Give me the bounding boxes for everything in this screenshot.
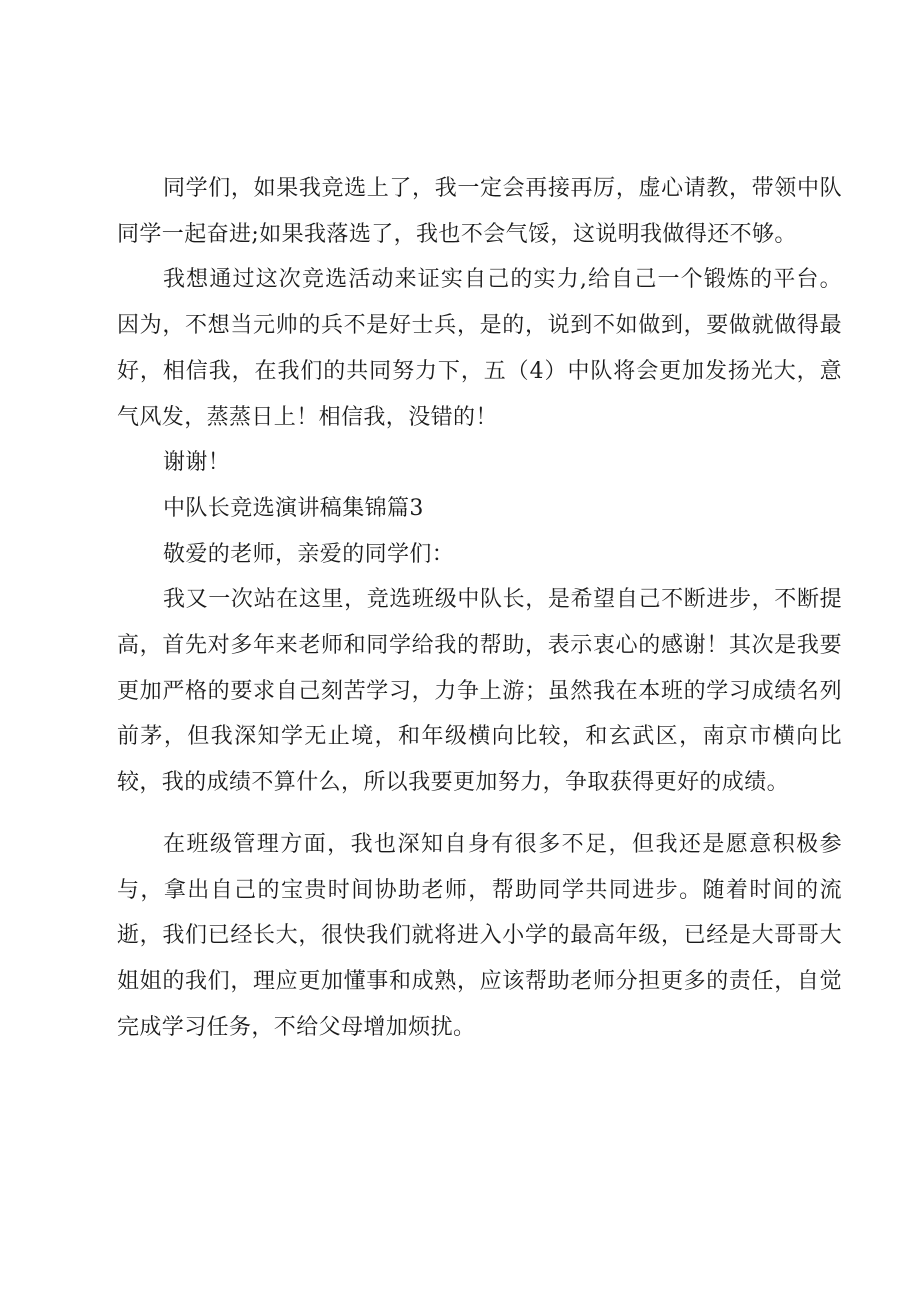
paragraph-goal: 我想通过这次竞选活动来证实自己的实力,给自己一个锻炼的平台。因为，不想当元帅的兵不是好士兵，是的，说到不如做到，要做就做得最好，相信我，在我们的共同努力下，五（4）中队将会更加发扬光大，意气风发，蒸蒸日上！相信我，没错的！: [117, 267, 842, 430]
section-heading: 中队长竞选演讲稿集锦篇3: [163, 495, 424, 521]
paragraph-management: 在班级管理方面，我也深知自身有很多不足，但我还是愿意积极参与，拿出自己的宝贵时间协助老师，帮助同学共同进步。随着时间的流逝，我们已经长大，很快我们就将进入小学的最高年级，已经是大哥哥大姐姐的我们，理应更加懂事和成熟，应该帮助老师分担更多的责任，自觉完成学习任务，不给父母增加烦扰。: [117, 831, 842, 1040]
document-body: [117, 166, 842, 1050]
paragraph-study: 我又一次站在这里，竞选班级中队长，是希望自己不断进步，不断提高，首先对多年来老师和同学给我的帮助，表示衷心的感谢！其次是我要更加严格的要求自己刻苦学习，力争上游；虽然我在本班的学习成绩名列前茅，但我深知学无止境，和年级横向比较，和玄武区，南京市横向比较，我的成绩不算什么，所以我要更加努力，争取获得更好的成绩。: [117, 587, 842, 796]
salutation: 敬爱的老师，亲爱的同学们：: [163, 541, 455, 567]
paragraph-pledge: 同学们，如果我竞选上了，我一定会再接再厉，虚心请教，带领中队同学一起奋进;如果我落选了，我也不会气馁，这说明我做得还不够。: [117, 176, 842, 247]
paragraph-thanks: 谢谢！: [163, 450, 231, 476]
